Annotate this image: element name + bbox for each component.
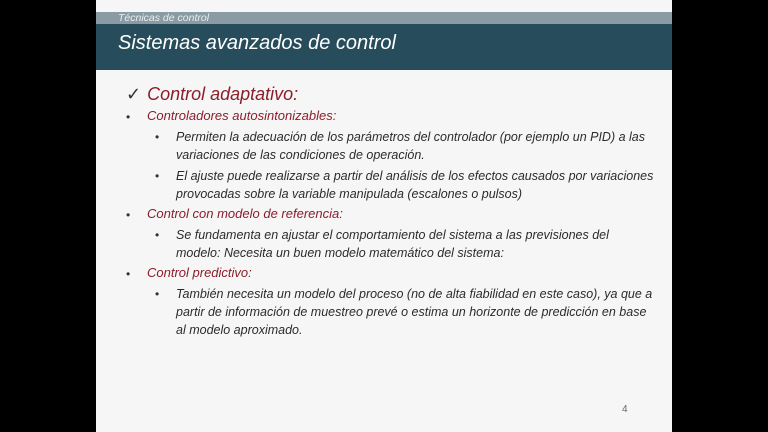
course-title: Técnicas de control (118, 12, 210, 24)
bullet-icon: • (155, 130, 160, 144)
bullet-icon: • (155, 287, 160, 301)
slide-content (96, 0, 672, 432)
list-item: El ajuste puede realizarse a partir del análisis de los efectos causados por variaciones provocadas sobre la variable manipulada (escalones o pulsos) (176, 169, 654, 201)
slide (96, 0, 672, 432)
bullet-icon: • (155, 228, 160, 242)
slide-title: Sistemas avanzados de control (118, 32, 396, 54)
bullet-icon: • (126, 110, 131, 124)
page-number: 4 (622, 404, 628, 415)
bullet-icon: • (126, 267, 131, 281)
list-item: Se fundamenta en ajustar el comportamiento del sistema a las previsiones del modelo: Necesita un buen modelo matemático del sistema: (176, 228, 609, 260)
section-label-autosintonizables: Controladores autosintonizables: (147, 108, 337, 123)
section-label-modelo-referencia: Control con modelo de referencia: (147, 206, 343, 221)
main-heading-text: Control adaptativo: (147, 84, 299, 104)
list-item: Permiten la adecuación de los parámetros del controlador (por ejemplo un PID) a las variaciones de las condiciones de operación. (176, 130, 645, 162)
bullet-icon: • (126, 208, 131, 222)
section-label-predictivo: Control predictivo: (147, 265, 252, 280)
main-heading (126, 83, 298, 105)
checkmark-icon: ✓ (126, 84, 142, 104)
bullet-icon: • (155, 169, 160, 183)
list-item: También necesita un modelo del proceso (no de alta fiabilidad en este caso), ya que a partir de información de muestreo prevé o estima un horizonte de predicción en base al modelo aproximado. (176, 287, 653, 337)
